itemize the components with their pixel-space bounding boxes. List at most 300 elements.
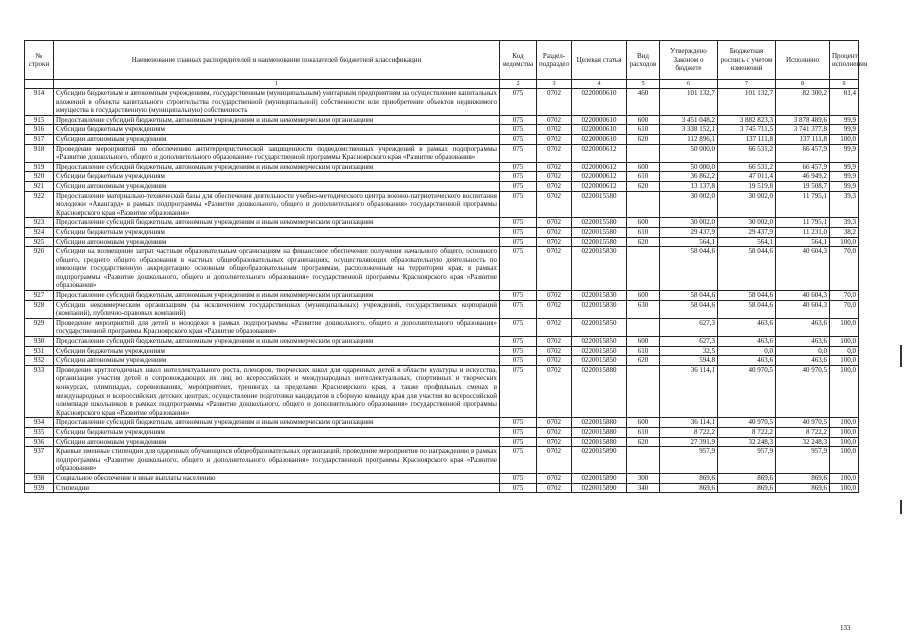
table-row <box>25 337 859 347</box>
column-number: 2 <box>500 80 537 89</box>
table-row <box>25 125 859 135</box>
section-code: 0702 <box>537 427 572 437</box>
department-code: 075 <box>500 89 537 116</box>
row-number: 929 <box>25 318 54 336</box>
header-budget-schedule: Бюджетная роспись с учетом изменений <box>718 41 776 80</box>
department-code: 075 <box>500 318 537 336</box>
expense-type: 620 <box>627 134 660 144</box>
executed-amount: 463,6 <box>776 337 830 347</box>
target-item: 0220015830 <box>572 291 627 301</box>
row-name: Субсидии автономным учреждениям <box>54 134 500 144</box>
section-code: 0702 <box>537 291 572 301</box>
approved-amount: 58 044,6 <box>660 291 718 301</box>
department-code: 075 <box>500 191 537 218</box>
executed-amount: 11 795,1 <box>776 191 830 218</box>
expense-type: 620 <box>627 356 660 366</box>
row-name: Субсидии бюджетным учреждениям <box>54 427 500 437</box>
schedule-amount: 66 531,2 <box>718 144 776 162</box>
schedule-amount: 30 002,0 <box>718 218 776 228</box>
schedule-amount: 40 970,5 <box>718 418 776 428</box>
row-name: Субсидии бюджетным учреждениям <box>54 125 500 135</box>
schedule-amount: 58 044,6 <box>718 247 776 291</box>
row-name: Предоставление субсидий бюджетным, автономным учреждениям и иным некоммерческим организациям <box>54 337 500 347</box>
target-item: 0220015850 <box>572 356 627 366</box>
section-code: 0702 <box>537 418 572 428</box>
row-number: 926 <box>25 247 54 291</box>
section-code: 0702 <box>537 144 572 162</box>
expense-type <box>627 144 660 162</box>
department-code: 075 <box>500 300 537 318</box>
percent-executed: 100,0 <box>830 418 859 428</box>
column-number: 5 <box>627 80 660 89</box>
expense-type <box>627 365 660 418</box>
percent-executed: 70,0 <box>830 247 859 291</box>
table-row <box>25 89 859 116</box>
schedule-amount: 564,1 <box>718 237 776 247</box>
target-item: 0220000610 <box>572 89 627 116</box>
approved-amount: 36 862,2 <box>660 172 718 182</box>
schedule-amount: 869,6 <box>718 473 776 483</box>
table-row <box>25 162 859 172</box>
executed-amount: 19 508,7 <box>776 181 830 191</box>
target-item: 0220000612 <box>572 162 627 172</box>
budget-table <box>24 40 868 493</box>
budget-table-sheet <box>24 40 868 493</box>
row-name: Субсидии бюджетным и автономным учреждениям, государственным (муниципальным) унитарным предприятиям на осуществление капитальных вложений в объекты капитального строительства государственной (муниципальной) собственности или приобретение объектов недвижимого имущества в государственную (муниципальную) собственность <box>54 89 500 116</box>
schedule-amount: 463,6 <box>718 356 776 366</box>
approved-amount: 50 000,0 <box>660 162 718 172</box>
row-name: Субсидии на возмещение затрат частным образовательным организациям на финансовое обеспечение получения начального общего, основного общего, среднего общего образования в частных общеобразовательных организациях, осуществляющих образовательную деятельность по имеющим государственную аккредитацию основным общеобразовательным программам, расположенным на территории края, в рамках подпрограммы «Развитие дошкольного, общего и дополнительного образования» государственной программы Красноярского края «Развитие образования» <box>54 247 500 291</box>
target-item: 0220015880 <box>572 427 627 437</box>
header-department-code: Код ведомства <box>500 41 537 80</box>
approved-amount: 3 338 152,1 <box>660 125 718 135</box>
table-row <box>25 300 859 318</box>
section-code: 0702 <box>537 300 572 318</box>
table-row <box>25 144 859 162</box>
executed-amount: 3 741 377,8 <box>776 125 830 135</box>
row-number: 931 <box>25 346 54 356</box>
table-row <box>25 237 859 247</box>
expense-type: 610 <box>627 227 660 237</box>
section-code: 0702 <box>537 218 572 228</box>
target-item: 0220015880 <box>572 437 627 447</box>
executed-amount: 463,6 <box>776 318 830 336</box>
department-code: 075 <box>500 291 537 301</box>
column-number-row <box>25 80 859 89</box>
executed-amount: 564,1 <box>776 237 830 247</box>
percent-executed: 99,9 <box>830 172 859 182</box>
schedule-amount: 58 044,6 <box>718 300 776 318</box>
target-item: 0220015850 <box>572 337 627 347</box>
schedule-amount: 0,0 <box>718 346 776 356</box>
approved-amount: 112 896,1 <box>660 134 718 144</box>
table-row <box>25 227 859 237</box>
expense-type: 620 <box>627 237 660 247</box>
table-row <box>25 291 859 301</box>
executed-amount: 40 604,3 <box>776 300 830 318</box>
target-item: 0220015830 <box>572 300 627 318</box>
header-row <box>25 41 859 80</box>
row-name: Предоставление субсидий бюджетным, автономным учреждениям и иным некоммерческим организациям <box>54 418 500 428</box>
expense-type: 340 <box>627 483 660 493</box>
row-number: 936 <box>25 437 54 447</box>
header-percent: Процент исполнения <box>830 41 859 80</box>
approved-amount: 564,1 <box>660 237 718 247</box>
section-code: 0702 <box>537 247 572 291</box>
schedule-amount: 3 745 711,5 <box>718 125 776 135</box>
percent-executed: 100,0 <box>830 134 859 144</box>
row-name: Субсидии бюджетным учреждениям <box>54 227 500 237</box>
executed-amount: 40 604,3 <box>776 247 830 291</box>
row-name: Субсидии бюджетным учреждениям <box>54 346 500 356</box>
executed-amount: 82 300,2 <box>776 89 830 116</box>
schedule-amount: 66 531,2 <box>718 162 776 172</box>
column-number <box>25 80 54 89</box>
department-code: 075 <box>500 144 537 162</box>
row-number: 924 <box>25 227 54 237</box>
executed-amount: 46 949,2 <box>776 172 830 182</box>
expense-type: 610 <box>627 172 660 182</box>
column-number: 7 <box>718 80 776 89</box>
row-name: Субсидии некоммерческим организациям (за исключением государственных (муниципальных) учреждений, государственных корпораций (компаний), публично-правовых компаний) <box>54 300 500 318</box>
expense-type: 620 <box>627 437 660 447</box>
row-name: Предоставление субсидий бюджетным, автономным учреждениям и иным некоммерческим организациям <box>54 291 500 301</box>
target-item: 0220000612 <box>572 172 627 182</box>
table-row <box>25 181 859 191</box>
row-number: 932 <box>25 356 54 366</box>
department-code: 075 <box>500 473 537 483</box>
section-code: 0702 <box>537 181 572 191</box>
header-section: Раздел-подраздел <box>537 41 572 80</box>
row-number: 919 <box>25 162 54 172</box>
table-row <box>25 134 859 144</box>
row-name: Проведение мероприятий для детей и молодежи в рамках подпрограммы «Развитие дошкольного, общего и дополнительного образования» государственной программы Красноярского края «Развитие образования» <box>54 318 500 336</box>
schedule-amount: 40 970,5 <box>718 365 776 418</box>
table-row <box>25 447 859 474</box>
table-row <box>25 473 859 483</box>
section-code: 0702 <box>537 356 572 366</box>
expense-type: 610 <box>627 346 660 356</box>
percent-executed: 70,0 <box>830 291 859 301</box>
executed-amount: 463,6 <box>776 356 830 366</box>
header-name: Наименование главных распорядителей и наименование показателей бюджетной классификации <box>54 41 500 80</box>
row-name: Социальное обеспечение и иные выплаты населению <box>54 473 500 483</box>
expense-type: 620 <box>627 181 660 191</box>
approved-amount: 869,6 <box>660 473 718 483</box>
approved-amount: 627,3 <box>660 337 718 347</box>
schedule-amount: 869,6 <box>718 483 776 493</box>
percent-executed: 100,0 <box>830 483 859 493</box>
section-code: 0702 <box>537 172 572 182</box>
executed-amount: 11 231,0 <box>776 227 830 237</box>
row-number: 916 <box>25 125 54 135</box>
approved-amount: 32,5 <box>660 346 718 356</box>
schedule-amount: 19 519,8 <box>718 181 776 191</box>
section-code: 0702 <box>537 115 572 125</box>
executed-amount: 869,6 <box>776 473 830 483</box>
expense-type: 600 <box>627 337 660 347</box>
row-number: 915 <box>25 115 54 125</box>
percent-executed: 100,0 <box>830 365 859 418</box>
row-name: Субсидии автономным учреждениям <box>54 181 500 191</box>
row-name: Предоставление субсидий бюджетным, автономным учреждениям и иным некоммерческим организациям <box>54 162 500 172</box>
department-code: 075 <box>500 337 537 347</box>
percent-executed: 70,0 <box>830 300 859 318</box>
section-code: 0702 <box>537 134 572 144</box>
header-expense-type: Вид расходов <box>627 41 660 80</box>
row-number: 935 <box>25 427 54 437</box>
row-number: 927 <box>25 291 54 301</box>
schedule-amount: 137 111,8 <box>718 134 776 144</box>
row-name: Предоставление материально-технической базы для обеспечения деятельности учебно-методического центра военно-патриотического воспитания молодежи «Авангард» в рамках подпрограммы «Развитие дошкольного, общего и дополнительного образования» государственной программы Красноярского края «Развитие образования» <box>54 191 500 218</box>
schedule-amount: 30 002,0 <box>718 191 776 218</box>
page-number: 133 <box>840 624 851 632</box>
expense-type: 460 <box>627 89 660 116</box>
table-row <box>25 191 859 218</box>
executed-amount: 66 457,9 <box>776 162 830 172</box>
target-item: 0220015880 <box>572 365 627 418</box>
target-item: 0220015580 <box>572 237 627 247</box>
department-code: 075 <box>500 346 537 356</box>
header-executed: Исполнено <box>776 41 830 80</box>
approved-amount: 627,3 <box>660 318 718 336</box>
table-row <box>25 247 859 291</box>
department-code: 075 <box>500 418 537 428</box>
target-item: 0220015580 <box>572 227 627 237</box>
percent-executed: 100,0 <box>830 356 859 366</box>
column-number: 6 <box>660 80 718 89</box>
schedule-amount: 101 132,7 <box>718 89 776 116</box>
approved-amount: 30 002,0 <box>660 191 718 218</box>
table-row <box>25 172 859 182</box>
row-name: Субсидии автономным учреждениям <box>54 437 500 447</box>
row-number: 922 <box>25 191 54 218</box>
row-number: 939 <box>25 483 54 493</box>
executed-amount: 137 111,8 <box>776 134 830 144</box>
department-code: 075 <box>500 437 537 447</box>
target-item: 0220015850 <box>572 346 627 356</box>
department-code: 075 <box>500 227 537 237</box>
expense-type <box>627 191 660 218</box>
department-code: 075 <box>500 172 537 182</box>
department-code: 075 <box>500 218 537 228</box>
table-row <box>25 365 859 418</box>
percent-executed: 38,2 <box>830 227 859 237</box>
section-code: 0702 <box>537 437 572 447</box>
executed-amount: 40 604,3 <box>776 291 830 301</box>
section-code: 0702 <box>537 237 572 247</box>
executed-amount: 3 878 489,6 <box>776 115 830 125</box>
row-number: 925 <box>25 237 54 247</box>
table-row <box>25 437 859 447</box>
percent-executed: 100,0 <box>830 473 859 483</box>
row-number: 917 <box>25 134 54 144</box>
header-row-number: № строки <box>25 41 54 80</box>
section-code: 0702 <box>537 318 572 336</box>
target-item: 0220015580 <box>572 191 627 218</box>
percent-executed: 99,9 <box>830 181 859 191</box>
percent-executed: 100,0 <box>830 237 859 247</box>
table-row <box>25 115 859 125</box>
approved-amount: 13 137,8 <box>660 181 718 191</box>
target-item: 0220015890 <box>572 473 627 483</box>
table-row <box>25 356 859 366</box>
section-code: 0702 <box>537 365 572 418</box>
row-number: 933 <box>25 365 54 418</box>
department-code: 075 <box>500 247 537 291</box>
column-number: 4 <box>572 80 627 89</box>
target-item: 0220015830 <box>572 247 627 291</box>
executed-amount: 11 795,1 <box>776 218 830 228</box>
percent-executed: 100,0 <box>830 447 859 474</box>
expense-type <box>627 447 660 474</box>
edge-mark <box>900 345 902 367</box>
executed-amount: 40 970,5 <box>776 418 830 428</box>
row-name: Субсидии автономным учреждениям <box>54 356 500 366</box>
approved-amount: 27 391,9 <box>660 437 718 447</box>
row-name: Стипендии <box>54 483 500 493</box>
row-name: Предоставление субсидий бюджетным, автономным учреждениям и иным некоммерческим организациям <box>54 115 500 125</box>
approved-amount: 30 002,0 <box>660 218 718 228</box>
expense-type: 600 <box>627 218 660 228</box>
column-number: 8 <box>776 80 830 89</box>
schedule-amount: 58 044,6 <box>718 291 776 301</box>
row-name: Субсидии автономным учреждениям <box>54 237 500 247</box>
percent-executed: 100,0 <box>830 437 859 447</box>
approved-amount: 58 044,6 <box>660 300 718 318</box>
department-code: 075 <box>500 162 537 172</box>
section-code: 0702 <box>537 191 572 218</box>
target-item: 0220015880 <box>572 418 627 428</box>
target-item: 0220000612 <box>572 181 627 191</box>
department-code: 075 <box>500 427 537 437</box>
row-number: 920 <box>25 172 54 182</box>
percent-executed: 39,3 <box>830 191 859 218</box>
edge-mark <box>900 500 902 514</box>
executed-amount: 32 248,3 <box>776 437 830 447</box>
table-row <box>25 418 859 428</box>
executed-amount: 0,0 <box>776 346 830 356</box>
table-body <box>25 89 859 493</box>
row-name: Проведение мероприятий по обеспечению антитеррористической защищенности подведомственных учреждений в рамках подпрограммы «Развитие дошкольного, общего и дополнительного образования» государственной программы Красноярского края «Развитие образования» <box>54 144 500 162</box>
executed-amount: 869,6 <box>776 483 830 493</box>
executed-amount: 66 457,9 <box>776 144 830 162</box>
expense-type: 610 <box>627 125 660 135</box>
row-number: 937 <box>25 447 54 474</box>
department-code: 075 <box>500 134 537 144</box>
executed-amount: 8 722,2 <box>776 427 830 437</box>
approved-amount: 36 114,1 <box>660 365 718 418</box>
approved-amount: 58 044,6 <box>660 247 718 291</box>
row-number: 938 <box>25 473 54 483</box>
column-number: 1 <box>54 80 500 89</box>
row-number: 930 <box>25 337 54 347</box>
department-code: 075 <box>500 237 537 247</box>
approved-amount: 36 114,1 <box>660 418 718 428</box>
table-row <box>25 427 859 437</box>
row-name: Субсидии бюджетным учреждениям <box>54 172 500 182</box>
expense-type: 600 <box>627 162 660 172</box>
schedule-amount: 463,6 <box>718 337 776 347</box>
row-number: 934 <box>25 418 54 428</box>
row-name: Предоставление субсидий бюджетным, автономным учреждениям и иным некоммерческим организациям <box>54 218 500 228</box>
approved-amount: 869,6 <box>660 483 718 493</box>
section-code: 0702 <box>537 447 572 474</box>
row-number: 914 <box>25 89 54 116</box>
approved-amount: 50 000,0 <box>660 144 718 162</box>
section-code: 0702 <box>537 227 572 237</box>
table-row <box>25 218 859 228</box>
row-number: 923 <box>25 218 54 228</box>
section-code: 0702 <box>537 473 572 483</box>
approved-amount: 29 437,9 <box>660 227 718 237</box>
schedule-amount: 463,6 <box>718 318 776 336</box>
department-code: 075 <box>500 356 537 366</box>
row-number: 918 <box>25 144 54 162</box>
schedule-amount: 8 722,2 <box>718 427 776 437</box>
section-code: 0702 <box>537 162 572 172</box>
department-code: 075 <box>500 365 537 418</box>
schedule-amount: 3 882 823,3 <box>718 115 776 125</box>
percent-executed: 99,9 <box>830 162 859 172</box>
schedule-amount: 957,9 <box>718 447 776 474</box>
approved-amount: 3 451 048,2 <box>660 115 718 125</box>
expense-type: 600 <box>627 418 660 428</box>
expense-type: 600 <box>627 115 660 125</box>
expense-type <box>627 318 660 336</box>
target-item: 0220000610 <box>572 134 627 144</box>
approved-amount: 8 722,2 <box>660 427 718 437</box>
table-row <box>25 318 859 336</box>
percent-executed: 100,0 <box>830 337 859 347</box>
department-code: 075 <box>500 125 537 135</box>
approved-amount: 957,9 <box>660 447 718 474</box>
target-item: 0220000610 <box>572 125 627 135</box>
approved-amount: 594,8 <box>660 356 718 366</box>
row-number: 921 <box>25 181 54 191</box>
percent-executed: 39,3 <box>830 218 859 228</box>
percent-executed: 0,0 <box>830 346 859 356</box>
expense-type: 610 <box>627 427 660 437</box>
department-code: 075 <box>500 483 537 493</box>
department-code: 075 <box>500 115 537 125</box>
target-item: 0220015850 <box>572 318 627 336</box>
column-number: 9 <box>830 80 859 89</box>
approved-amount: 101 132,7 <box>660 89 718 116</box>
percent-executed: 100,0 <box>830 427 859 437</box>
percent-executed: 99,9 <box>830 115 859 125</box>
percent-executed: 81,4 <box>830 89 859 116</box>
target-item: 0220015890 <box>572 447 627 474</box>
target-item: 0220015580 <box>572 218 627 228</box>
target-item: 0220000612 <box>572 144 627 162</box>
expense-type: 300 <box>627 473 660 483</box>
executed-amount: 40 970,5 <box>776 365 830 418</box>
expense-type: 600 <box>627 291 660 301</box>
expense-type: 630 <box>627 300 660 318</box>
row-number: 928 <box>25 300 54 318</box>
executed-amount: 957,9 <box>776 447 830 474</box>
schedule-amount: 32 248,3 <box>718 437 776 447</box>
expense-type <box>627 247 660 291</box>
target-item: 0220000610 <box>572 115 627 125</box>
department-code: 075 <box>500 447 537 474</box>
table-row <box>25 483 859 493</box>
column-number: 3 <box>537 80 572 89</box>
schedule-amount: 47 011,4 <box>718 172 776 182</box>
schedule-amount: 29 437,9 <box>718 227 776 237</box>
department-code: 075 <box>500 181 537 191</box>
